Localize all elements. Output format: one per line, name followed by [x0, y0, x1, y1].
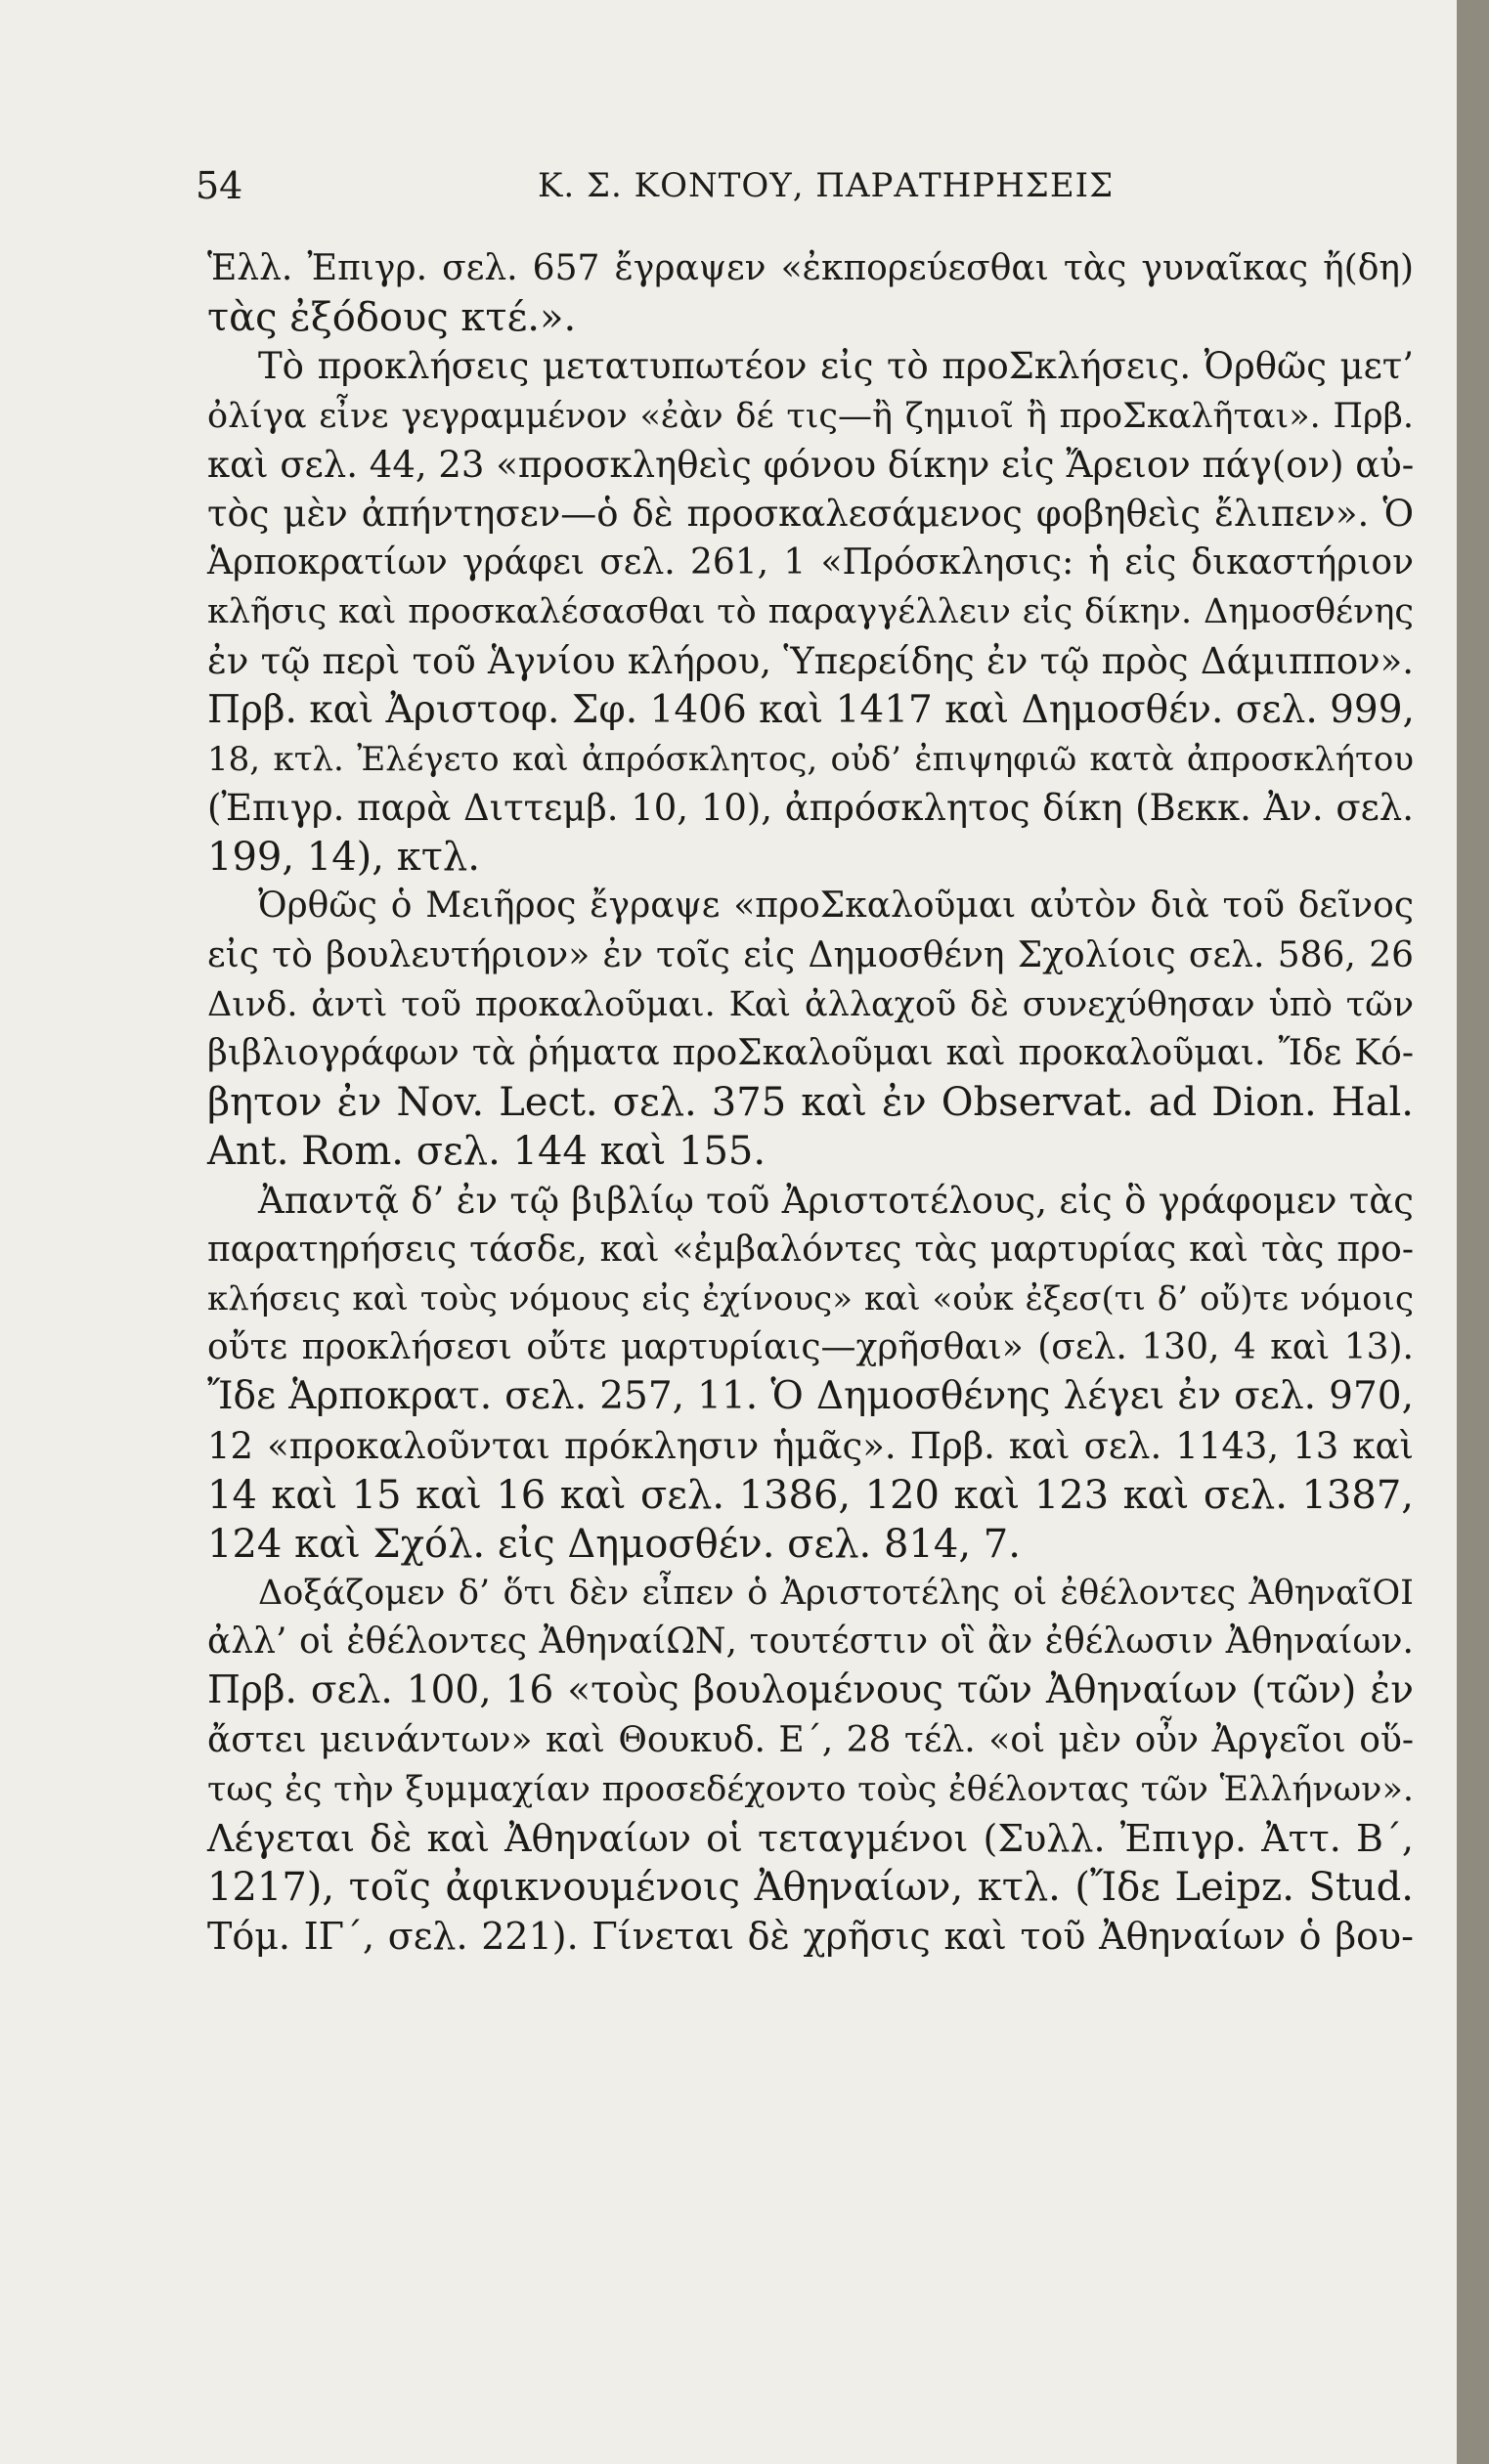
- text-line: (Ἐπιγρ. παρὰ Διττεμβ. 10, 10), ἀπρόσκλητος δίκη (Βεκκ. Ἀν. σελ.: [207, 787, 1414, 830]
- text-line: κλῆσις καὶ προσκαλέσασθαι τὸ παραγγέλλειν εἰς δίκην. Δημοσθένης: [207, 592, 1414, 632]
- text-line: εἰς τὸ βουλευτήριον» ἐν τοῖς εἰς Δημοσθένη Σχολίοις σελ. 586, 26: [207, 934, 1414, 975]
- text-line: κλήσεις καὶ τοὺς νόμους εἰς ἐχίνους» καὶ «οὐκ ἐξεσ(τι δ’ οὔ)τε νόμοις: [207, 1278, 1414, 1318]
- body-text: [207, 244, 1414, 1962]
- text-line: 124 καὶ Σχόλ. εἰς Δημοσθέν. σελ. 814, 7.: [207, 1521, 1021, 1567]
- text-line: Ἁρποκρατίων γράφει σελ. 261, 1 «Πρόσκλησις: ἡ εἰς δικαστήριον: [207, 542, 1414, 584]
- text-line: καὶ σελ. 44, 23 «προσκληθεὶς φόνου δίκην εἰς Ἄρειον πάγ(ον) αὐ-: [207, 443, 1415, 486]
- text-line: βιβλιογράφων τὰ ῥήματα προΣκαλοῦμαι καὶ προκαλοῦμαι. Ἴδε Κό-: [207, 1033, 1414, 1073]
- text-line: ἐν τῷ περὶ τοῦ Ἁγνίου κλήρου, Ὑπερείδης ἐν τῷ πρὸς Δάμιππον».: [207, 639, 1414, 682]
- text-line: ὀλίγα εἶνε γεγραμμένον «ἐὰν δέ τις—ἢ ζημιοῖ ἢ προΣκαλῆται». Πρβ.: [207, 396, 1414, 436]
- text-line: τως ἐς τὴν ξυμμαχίαν προσεδέχοντο τοὺς ἐθέλοντας τῶν Ἑλλήνων».: [207, 1769, 1414, 1809]
- page-header: [196, 156, 1408, 215]
- text-line: 1217), τοῖς ἀφικνουμένοις Ἀθηναίων, κτλ. (Ἴδε Leipz. Stud.: [207, 1865, 1414, 1911]
- text-line: παρατηρήσεις τάσδε, καὶ «ἐμβαλόντες τὰς μαρτυρίας καὶ τὰς προ-: [207, 1229, 1414, 1270]
- text-line: 14 καὶ 15 καὶ 16 καὶ σελ. 1386, 120 καὶ 123 καὶ σελ. 1387,: [207, 1472, 1414, 1518]
- text-line: τὰς ἐξόδους κτέ.».: [207, 295, 577, 341]
- text-line: Τόμ. ΙΓ΄, σελ. 221). Γίνεται δὲ χρῆσις καὶ τοῦ Ἀθηναίων ὁ βου-: [207, 1915, 1414, 1959]
- text-line: Τὸ προκλήσεις μετατυπωτέον εἰς τὸ προΣκλήσεις. Ὀρθῶς μετ’: [258, 345, 1414, 388]
- text-line: Δινδ. ἀντὶ τοῦ προκαλοῦμαι. Καὶ ἀλλαχοῦ δὲ συνεχύθησαν ὑπὸ τῶν: [207, 984, 1414, 1024]
- text-line: Δοξάζομεν δ’ ὅτι δὲν εἶπεν ὁ Ἀριστοτέλης οἱ ἐθέλοντες ἈθηναῖΟΙ: [258, 1574, 1414, 1614]
- text-line: 12 «προκαλοῦνται πρόκλησιν ἡμᾶς». Πρβ. καὶ σελ. 1143, 13 καὶ: [207, 1424, 1414, 1467]
- text-line: 18, κτλ. Ἐλέγετο καὶ ἀπρόσκλητος, οὐδ’ ἐπιψηφιῶ κατὰ ἀπροσκλήτου: [207, 739, 1414, 779]
- text-line: Ἴδε Ἁρποκρατ. σελ. 257, 11. Ὁ Δημοσθένης λέγει ἐν σελ. 970,: [207, 1374, 1414, 1419]
- text-line: Ἑλλ. Ἐπιγρ. σελ. 657 ἔγραψεν «ἐκπορεύεσθαι τὰς γυναῖκας ἤ(δη): [207, 248, 1414, 288]
- text-line: οὔτε προκλήσεσι οὔτε μαρτυρίαις—χρῆσθαι» (σελ. 130, 4 καὶ 13).: [207, 1327, 1414, 1368]
- text-line: ἄστει μεινάντων» καὶ Θουκυδ. Ε΄, 28 τέλ. «οἱ μὲν οὖν Ἀργεῖοι οὕ-: [207, 1719, 1414, 1760]
- text-line: Πρβ. καὶ Ἀριστοφ. Σφ. 1406 καὶ 1417 καὶ Δημοσθέν. σελ. 999,: [207, 687, 1415, 732]
- text-line: Ὀρθῶς ὁ Μειῆρος ἔγραψε «προΣκαλοῦμαι αὐτὸν διὰ τοῦ δεῖνος: [258, 886, 1414, 927]
- text-line: τὸς μὲν ἀπήντησεν—ὁ δὲ προσκαλεσάμενος φοβηθεὶς ἔλιπεν». Ὁ: [207, 492, 1414, 535]
- page-number: 54: [196, 164, 243, 207]
- text-line: ἀλλ’ οἱ ἐθέλοντες ἈθηναίΩΝ, τουτέστιν οἳ ἂν ἐθέλωσιν Ἀθηναίων.: [207, 1621, 1414, 1663]
- book-spine-shadow: [1457, 0, 1489, 2464]
- text-line: Πρβ. σελ. 100, 16 «τοὺς βουλομένους τῶν Ἀθηναίων (τῶν) ἐν: [207, 1668, 1414, 1713]
- text-line: βητον ἐν Nov. Lect. σελ. 375 καὶ ἐν Observat. ad Dion. Hal.: [207, 1080, 1414, 1126]
- text-line: Λέγεται δὲ καὶ Ἀθηναίων οἱ τεταγμένοι (Συλλ. Ἐπιγρ. Ἀττ. Β΄,: [207, 1817, 1414, 1860]
- text-line: 199, 14), κτλ.: [207, 835, 480, 881]
- running-head: Κ. Σ. ΚΟΝΤΟΥ, ΠΑΡΑΤΗΡΗΣΕΙΣ: [538, 166, 1115, 205]
- text-line: Ἀπαντᾷ δ’ ἐν τῷ βιβλίῳ τοῦ Ἀριστοτέλους, εἰς ὃ γράφομεν τὰς: [258, 1179, 1414, 1222]
- text-line: Ant. Rom. σελ. 144 καὶ 155.: [207, 1129, 766, 1175]
